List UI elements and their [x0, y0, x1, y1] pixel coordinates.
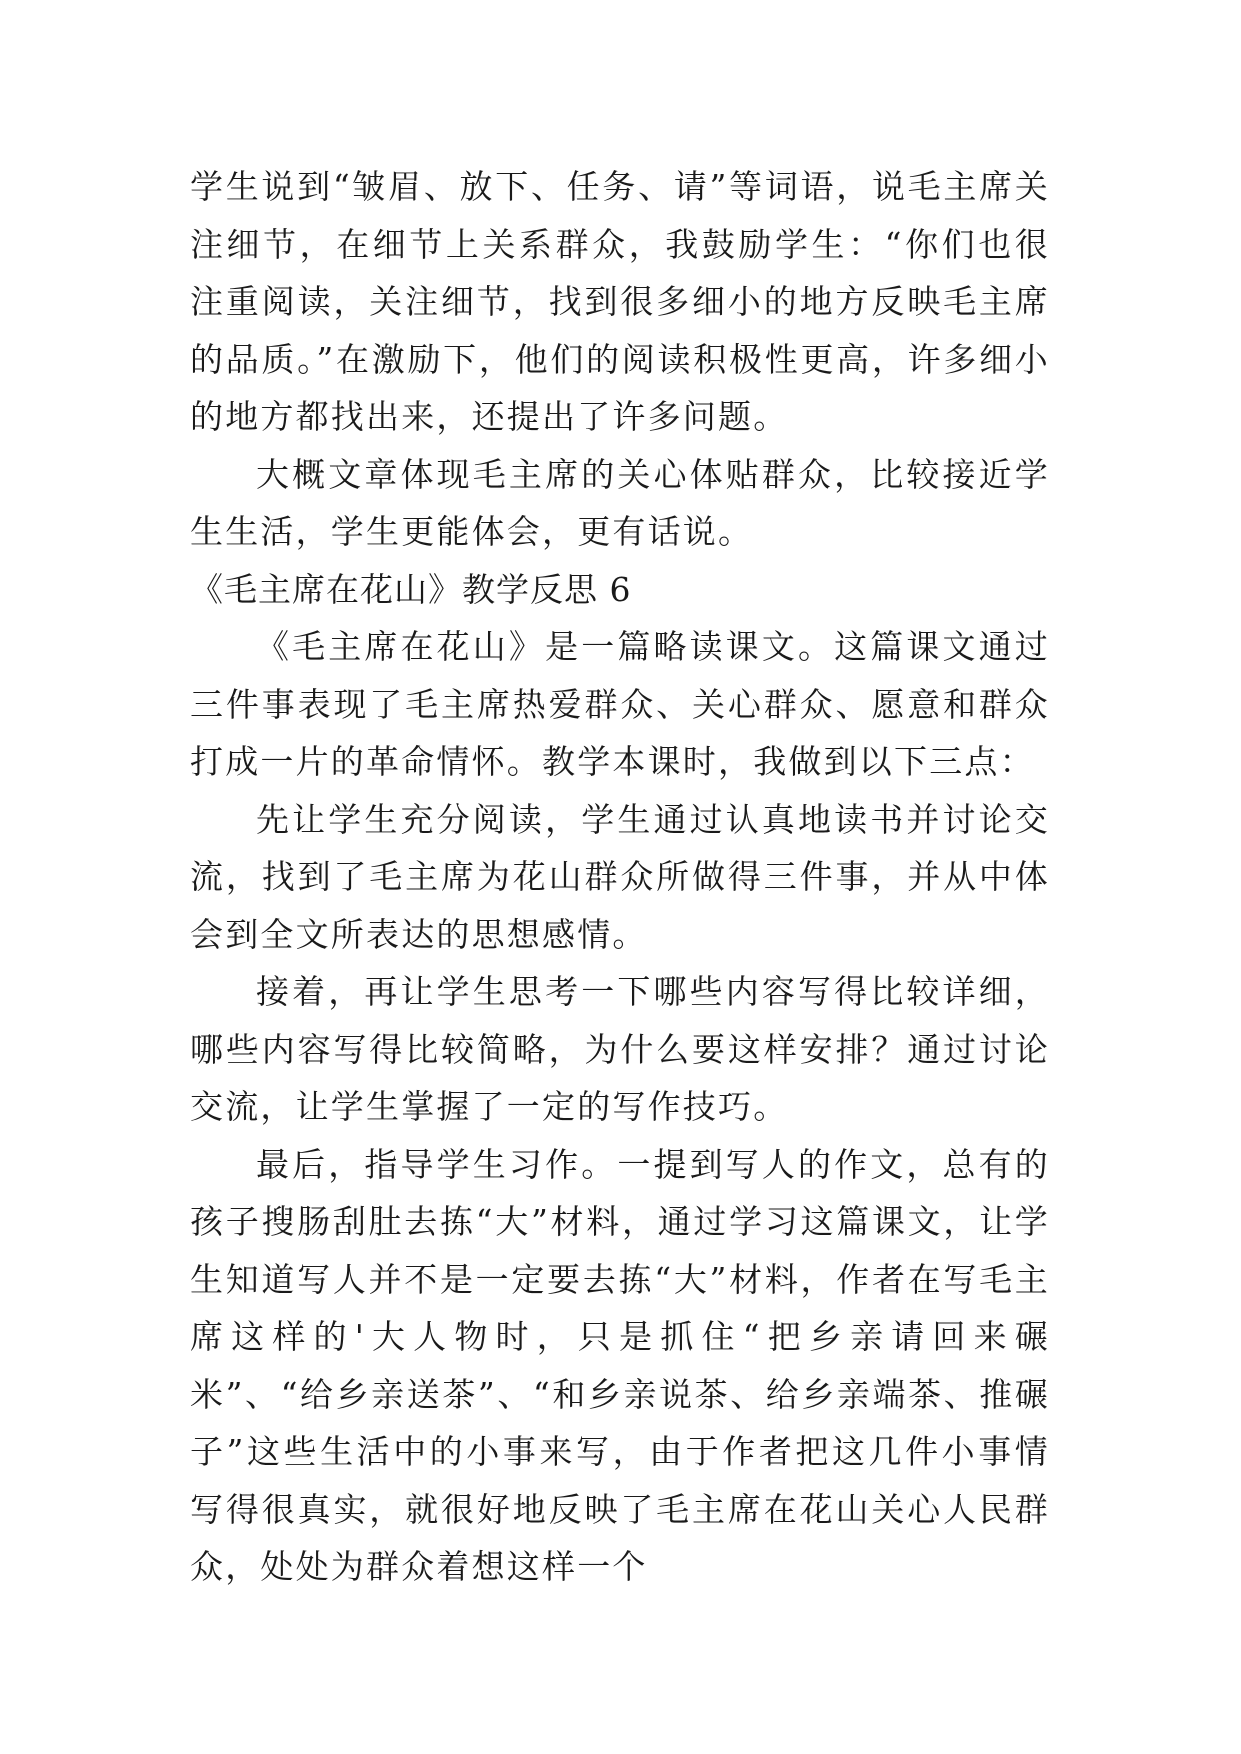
section-heading: 《毛主席在花山》教学反思 6	[190, 569, 632, 609]
document-body	[190, 158, 1050, 1596]
paragraph-4: 先让学生充分阅读，学生通过认真地读书并讨论交流，找到了毛主席为花山群众所做得三件事，并从中体会到全文所表达的思想感情。	[190, 799, 1050, 954]
paragraph-6: 最后，指导学生习作。一提到写人的作文，总有的孩子搜肠刮肚去拣“大”材料，通过学习这篇课文，让学生知道写人并不是一定要去拣“大”材料，作者在写毛主席这样的'大人物时，只是抓住“把乡亲请回来碾米”、“给乡亲送茶”、“和乡亲说茶、给乡亲端茶、推碾子”这些生活中的小事来写，由于作者把这几件小事情写得很真实，就很好地反映了毛主席在花山关心人民群众，处处为群众着想这样一个	[190, 1144, 1050, 1586]
paragraph-5: 接着，再让学生思考一下哪些内容写得比较详细，哪些内容写得比较简略，为什么要这样安排？通过讨论交流，让学生掌握了一定的写作技巧。	[190, 972, 1050, 1126]
paragraph-3: 《毛主席在花山》是一篇略读课文。这篇课文通过三件事表现了毛主席热爱群众、关心群众、愿意和群众打成一片的革命情怀。教学本课时，我做到以下三点：	[190, 627, 1050, 781]
paragraph-2: 大概文章体现毛主席的关心体贴群众，比较接近学生生活，学生更能体会，更有话说。	[190, 454, 1050, 551]
paragraph-1: 学生说到“皱眉、放下、任务、请”等词语，说毛主席关注细节，在细节上关系群众，我鼓励学生：“你们也很注重阅读，关注细节，找到很多细小的地方反映毛主席的品质。”在激励下，他们的阅读积极性更高，许多细小的地方都找出来，还提出了许多问题。	[190, 167, 1050, 436]
